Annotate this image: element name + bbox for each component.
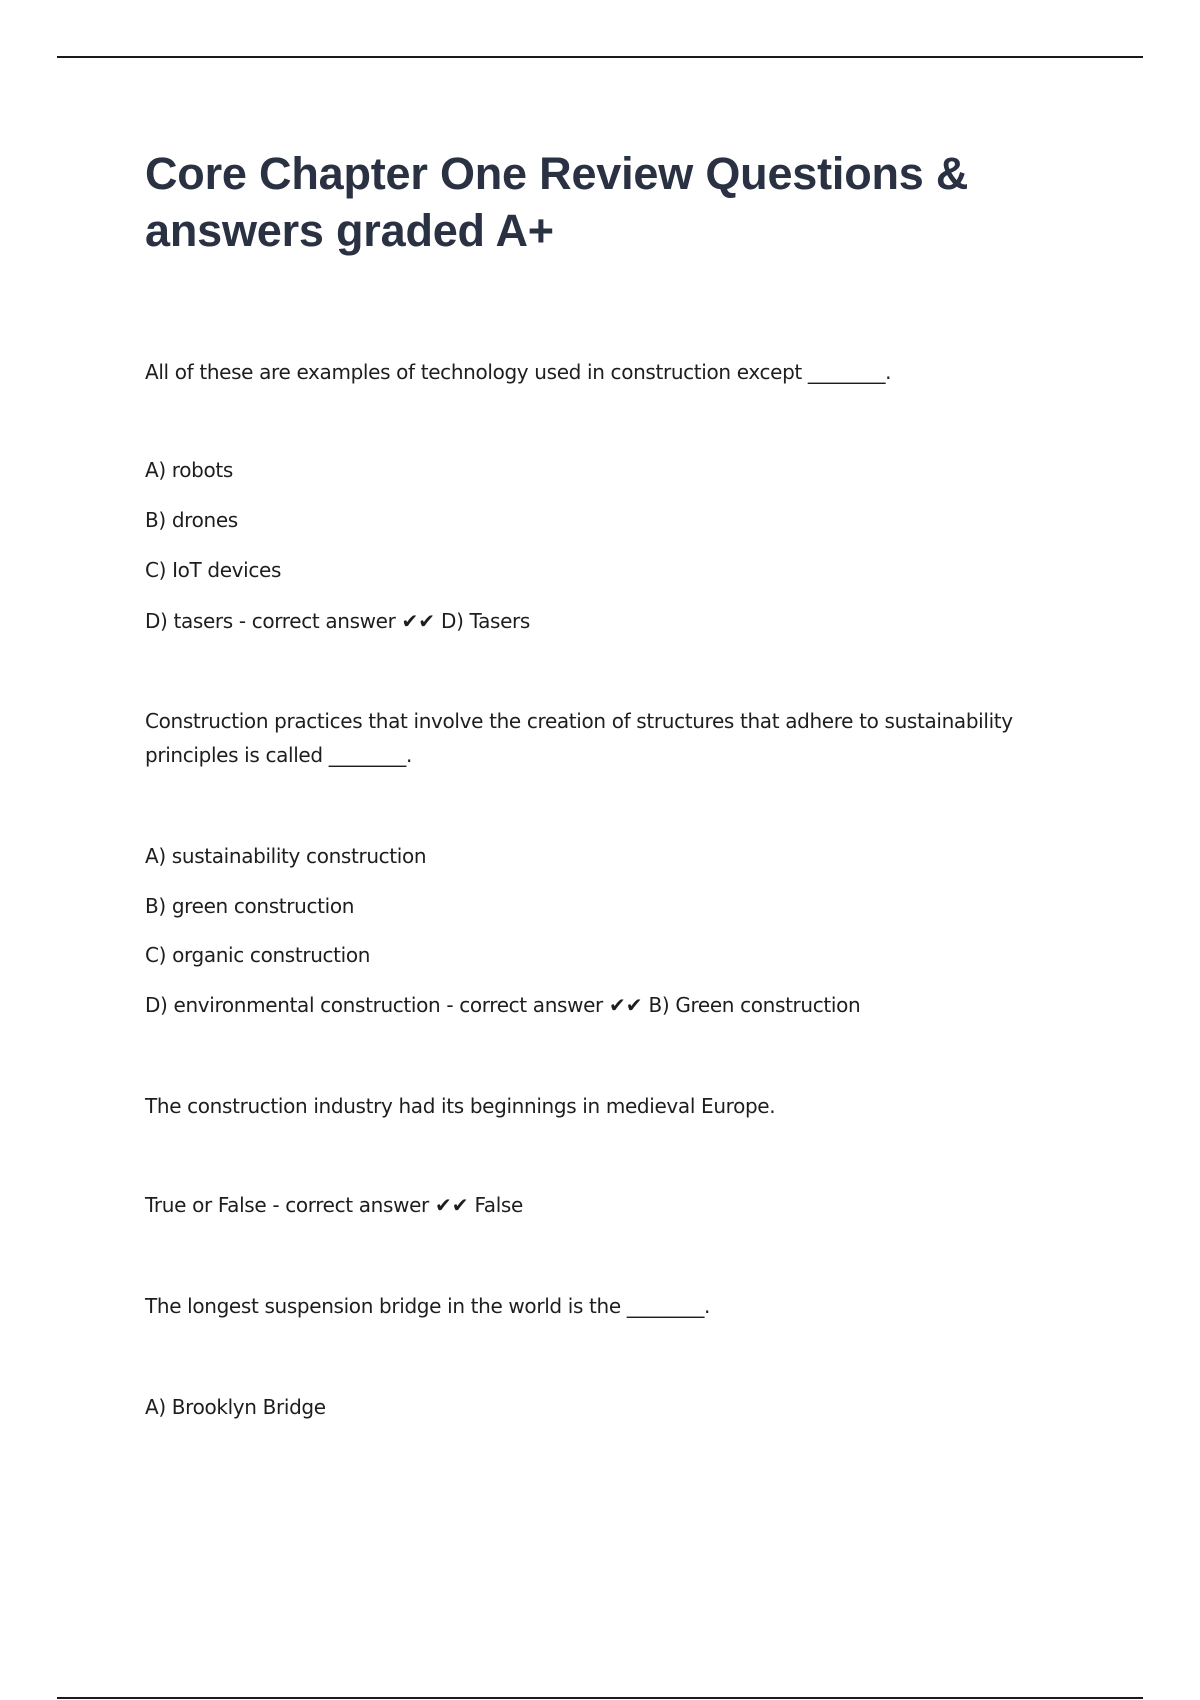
question-1-option-d: D) tasers - correct answer (145, 609, 396, 633)
question-3-option-answer (145, 1188, 1075, 1222)
question-1-prompt: All of these are examples of technology used in construction except ________. (145, 360, 892, 384)
question-4-option-a: A) Brooklyn Bridge (145, 1395, 326, 1419)
question-3-answer: False (474, 1193, 523, 1217)
checkmark-icon: ✔✔ (434, 1193, 469, 1217)
checkmark-icon: ✔✔ (401, 609, 436, 633)
question-3-prompt: The construction industry had its beginnings in medieval Europe. (145, 1094, 776, 1118)
footer-rule (57, 1697, 1143, 1699)
question-1-option-b: B) drones (145, 508, 238, 532)
checkmark-icon: ✔✔ (608, 993, 643, 1017)
question-1-option-c: C) IoT devices (145, 558, 282, 582)
question-2-option-c: C) organic construction (145, 943, 371, 967)
question-1-option-d-answer (145, 604, 1075, 638)
question-2-option-b: B) green construction (145, 894, 355, 918)
question-2-option-d: D) environmental construction - correct answer (145, 993, 603, 1017)
document-title: Core Chapter One Review Questions & answers graded A+ (145, 148, 969, 256)
question-1-option-a: A) robots (145, 458, 233, 482)
header-rule (57, 56, 1143, 58)
question-2-prompt: Construction practices that involve the creation of structures that adhere to sustainability principles is called ________. (145, 709, 1013, 767)
question-1-answer: D) Tasers (441, 609, 530, 633)
question-2-answer: B) Green construction (648, 993, 861, 1017)
question-3-options: True or False - correct answer (145, 1193, 429, 1217)
question-4-prompt: The longest suspension bridge in the world is the ________. (145, 1294, 711, 1318)
question-2-option-a: A) sustainability construction (145, 844, 427, 868)
question-2-option-d-answer (145, 988, 1075, 1022)
